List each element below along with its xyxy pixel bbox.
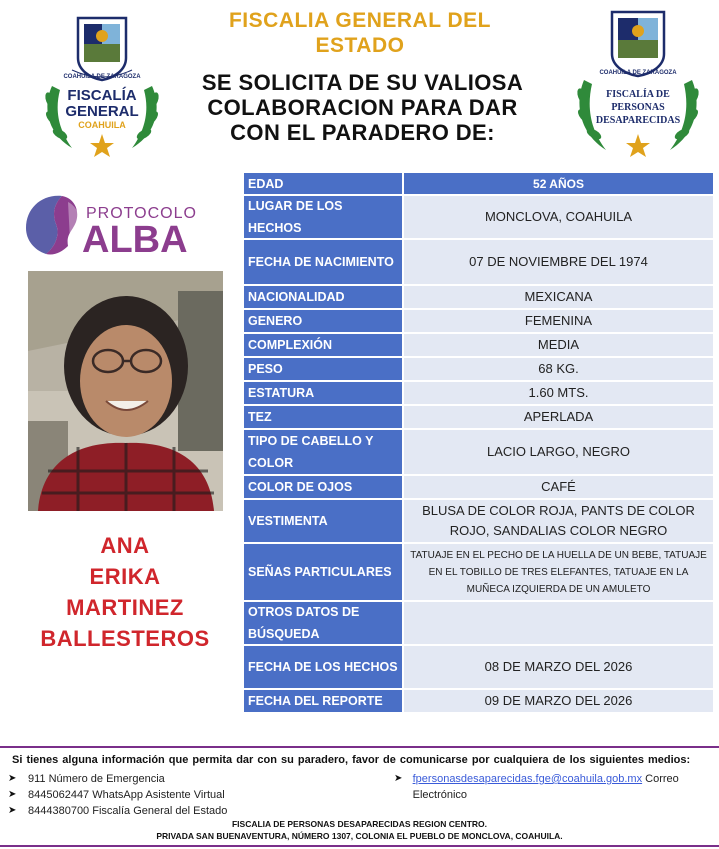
table-value: FEMENINA <box>404 310 713 332</box>
star-icon <box>626 134 650 157</box>
star-icon <box>90 134 114 157</box>
contact-list <box>8 771 308 819</box>
alba-line1: PROTOCOLO <box>86 205 197 222</box>
table-row-lugar <box>244 196 713 238</box>
table-row-genero <box>244 310 713 332</box>
seal-top-text: COAHUILA DE ZARAGOZA <box>63 74 141 80</box>
table-value: CAFÉ <box>404 476 713 498</box>
table-label: EDAD <box>244 173 402 194</box>
seal-line2: PERSONAS <box>611 102 665 113</box>
table-value: MEDIA <box>404 334 713 356</box>
arrow-bullet-icon: ➤ <box>8 773 17 784</box>
woman-profile-icon <box>26 196 82 255</box>
table-value: TATUAJE EN EL PECHO DE LA HUELLA DE UN BEBE, TATUAJE EN EL TOBILLO DE TRES ELEFANTES, TATUAJE EN LA MUÑECA IZQUIERDA DE UN AMULETO <box>404 544 713 600</box>
footer-divider-bottom <box>0 845 719 847</box>
table-label: FECHA DE LOS HECHOS <box>244 646 402 688</box>
table-row-fecha-reporte <box>244 690 713 712</box>
table-value: APERLADA <box>404 406 713 428</box>
seal-top-text: COAHUILA DE ZARAGOZA <box>599 70 677 76</box>
seal-line3: COAHUILA <box>78 120 126 130</box>
table-row-cabello <box>244 430 713 474</box>
email-block <box>413 771 714 803</box>
person-photo <box>28 271 223 511</box>
table-label: COLOR DE OJOS <box>244 476 402 498</box>
contact-item-fiscalia <box>8 803 308 819</box>
footer-address <box>0 818 719 842</box>
table-label: FECHA DE NACIMIENTO <box>244 240 402 284</box>
seal-line3: DESAPARECIDAS <box>595 115 681 126</box>
table-label: OTROS DATOS DE BÚSQUEDA <box>244 602 402 644</box>
name-line-first: ANA <box>100 533 150 558</box>
contact-email <box>394 771 714 803</box>
footer-intro: Si tienes alguna información que permita dar con su paradero, favor de comunicarse por cualquiera de los siguientes medios: <box>12 754 691 766</box>
seal-line2: GENERAL <box>65 103 139 120</box>
email-suffix: Correo Electrónico <box>412 773 679 801</box>
table-label: FECHA DEL REPORTE <box>244 690 402 712</box>
arrow-bullet-icon: ➤ <box>8 789 17 800</box>
table-value: MEXICANA <box>404 286 713 308</box>
table-value: 52 AÑOS <box>404 173 713 194</box>
table-row-fecha-nacimiento <box>244 240 713 284</box>
contact-item-email <box>394 771 714 803</box>
table-label: LUGAR DE LOS HECHOS <box>244 196 402 238</box>
name-line-surname2: BALLESTEROS <box>40 626 210 651</box>
table-label: PESO <box>244 358 402 380</box>
table-row-complexion <box>244 334 713 356</box>
alba-line2: ALBA <box>82 219 188 260</box>
email-link[interactable]: fpersonasdesaparecidas.fge@coahuila.gob.mx <box>412 773 643 785</box>
header <box>0 0 719 165</box>
table-row-edad <box>244 173 713 194</box>
table-label: NACIONALIDAD <box>244 286 402 308</box>
page-title: FISCALIA GENERAL DEL ESTADO <box>228 9 491 57</box>
table-row-ojos <box>244 476 713 498</box>
protocolo-alba-logo <box>22 188 212 260</box>
arrow-bullet-icon: ➤ <box>8 805 17 816</box>
table-value: LACIO LARGO, NEGRO <box>404 430 713 474</box>
table-label: SEÑAS PARTICULARES <box>244 544 402 600</box>
contact-item-911 <box>8 771 308 787</box>
person-details-table <box>244 173 713 714</box>
seal-line1: FISCALÍA DE <box>606 89 670 100</box>
footer-divider-top <box>0 746 719 748</box>
table-row-peso <box>244 358 713 380</box>
contact-text: 911 Número de Emergencia <box>28 773 165 785</box>
coahuila-shield-icon <box>78 18 126 80</box>
table-value: 1.60 MTS. <box>404 382 713 404</box>
name-line-surname1: MARTINEZ <box>66 595 184 620</box>
table-value: 68 KG. <box>404 358 713 380</box>
address-line-1: FISCALIA DE PERSONAS DESAPARECIDAS REGION CENTRO. <box>231 819 488 829</box>
table-row-estatura <box>244 382 713 404</box>
table-value: 08 DE MARZO DEL 2026 <box>404 646 713 688</box>
table-value: 07 DE NOVIEMBRE DEL 1974 <box>404 240 713 284</box>
table-label: ESTATURA <box>244 382 402 404</box>
contact-text: 8444380700 Fiscalía General del Estado <box>28 805 228 817</box>
table-row-nacionalidad <box>244 286 713 308</box>
table-row-vestimenta <box>244 500 713 542</box>
table-label: GENERO <box>244 310 402 332</box>
table-row-fecha-hechos <box>244 646 713 688</box>
missing-person-name <box>20 530 230 654</box>
table-label: VESTIMENTA <box>244 500 402 542</box>
name-line-second: ERIKA <box>89 564 161 589</box>
table-label: TIPO DE CABELLO Y COLOR <box>244 430 402 474</box>
fiscalia-general-seal <box>38 8 166 160</box>
seal-line1: FISCALÍA <box>67 87 137 104</box>
table-value <box>404 602 713 644</box>
table-label: TEZ <box>244 406 402 428</box>
address-line-2: PRIVADA SAN BUENAVENTURA, NÚMERO 1307, COLONIA EL PUEBLO DE MONCLOVA, COAHUILA. <box>156 831 563 841</box>
table-label: COMPLEXIÓN <box>244 334 402 356</box>
coahuila-shield-icon <box>612 12 664 76</box>
page-subtitle: SE SOLICITA DE SU VALIOSA COLABORACION PARA DAR CON EL PARADERO DE: <box>201 70 524 145</box>
table-value: 09 DE MARZO DEL 2026 <box>404 690 713 712</box>
contact-text: 8445062447 WhatsApp Asistente Virtual <box>28 789 225 801</box>
fiscalia-personas-desaparecidas-seal <box>570 4 706 162</box>
table-value: MONCLOVA, COAHUILA <box>404 196 713 238</box>
contact-item-whatsapp <box>8 787 308 803</box>
arrow-bullet-icon: ➤ <box>394 773 403 784</box>
table-row-senas <box>244 544 713 600</box>
table-row-otros-datos <box>244 602 713 644</box>
table-row-tez <box>244 406 713 428</box>
table-value: BLUSA DE COLOR ROJA, PANTS DE COLOR ROJO, SANDALIAS COLOR NEGRO <box>404 500 713 542</box>
